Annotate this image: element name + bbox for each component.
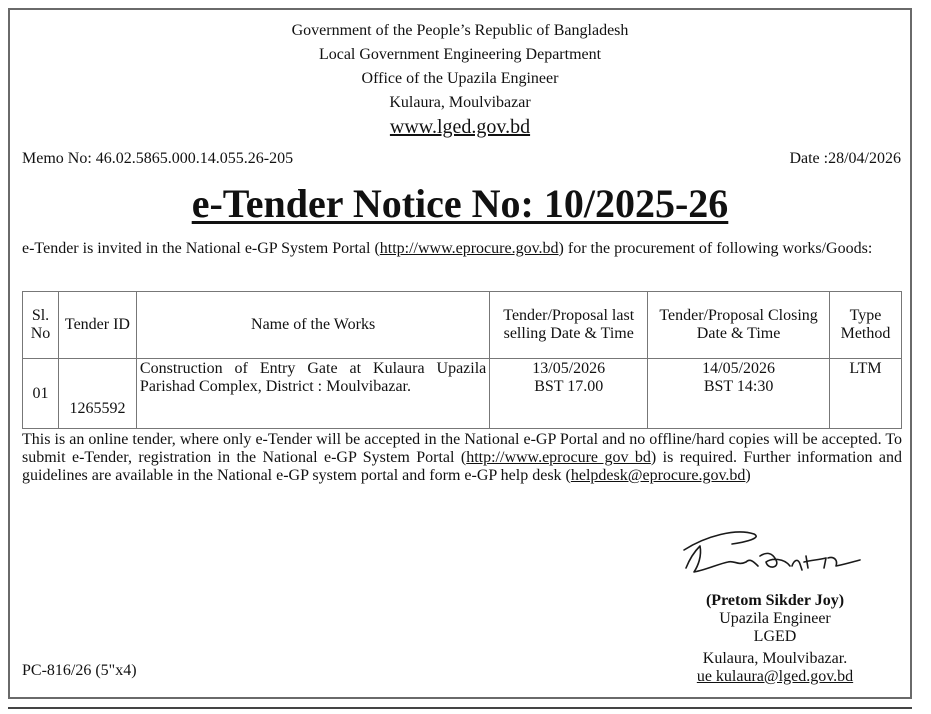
works-table (22, 291, 902, 429)
bottom-rule (8, 707, 912, 709)
notice-title: e-Tender Notice No: 10/2025-26 (191, 181, 729, 226)
helpdesk-email-link[interactable]: helpdesk@eprocure.gov.bd (570, 467, 746, 484)
signatory-designation: Upazila Engineer (719, 610, 831, 627)
notice-title-row (10, 180, 910, 228)
signatory-location: Kulaura, Moulvibazar. (702, 650, 848, 667)
cell-closing-date: 14/05/2026 (702, 360, 776, 377)
intro-eprocure-link[interactable]: http://www.eprocure.gov.bd (379, 240, 559, 257)
table-row (23, 359, 902, 429)
cell-selling-date: 13/05/2026 (532, 360, 606, 377)
header-name-of-works: Name of the Works (136, 292, 489, 359)
cell-selling (490, 359, 648, 429)
instructions-part3: ) (745, 467, 751, 484)
cell-sl: 01 (23, 359, 59, 429)
signatory-email-row (630, 668, 920, 686)
cell-closing (648, 359, 830, 429)
signatory-email-link[interactable]: ue kulaura@lged.gov.bd (696, 668, 854, 685)
memo-number: Memo No: 46.02.5865.000.14.055.26-205 (22, 150, 294, 167)
handwritten-signature (676, 522, 866, 586)
cell-type-method: LTM (829, 359, 901, 429)
header-closing-date: Tender/Proposal Closing Date & Time (648, 292, 830, 359)
cell-closing-time: BST 14:30 (703, 378, 774, 395)
intro-text-before: e-Tender is invited in the National e-GP System Portal ( (22, 240, 380, 257)
header-office: Office of the Upazila Engineer (361, 70, 559, 87)
header-website-link[interactable]: www.lged.gov.bd (389, 116, 531, 138)
intro-paragraph (22, 240, 898, 258)
instructions-part2: ) is required. Further information and guidelines are available in the National e-GP system portal and form e-GP help desk ( (22, 449, 903, 484)
instructions-paragraph (22, 431, 902, 485)
instructions-part1: This is an online tender, where only e-Tender will be accepted in the National e-GP Portal and no offline/hard copies will be accepted. To submit e-Tender, registration in the National e-GP System Portal ( (22, 431, 902, 466)
intro-text-after: ) for the procurement of following works/Goods: (558, 240, 873, 257)
header-department: Local Government Engineering Department (318, 46, 602, 63)
header-website-row (10, 115, 910, 141)
instructions-eprocure-link[interactable]: http://www.eprocure gov bd (466, 449, 651, 466)
notice-date: Date :28/04/2026 (789, 150, 901, 167)
header-sl: Sl. No (23, 292, 59, 359)
signatory-name: (Pretom Sikder Joy) (705, 592, 845, 609)
table-header-row (23, 292, 902, 359)
header-tender-id: Tender ID (58, 292, 136, 359)
header-location: Kulaura, Moulvibazar (389, 94, 531, 111)
cell-tender-id: 1265592 (58, 359, 136, 429)
cell-name-of-works: Construction of Entry Gate at Kulaura Upazila Parishad Complex, District : Moulvibazar. (136, 359, 489, 429)
signatory-org: LGED (753, 628, 797, 645)
pc-number: PC-816/26 (5"x4) (22, 662, 137, 679)
header-type-method: Type Method (829, 292, 901, 359)
header-selling-date: Tender/Proposal last selling Date & Time (490, 292, 648, 359)
header-government: Government of the People’s Republic of Bangladesh (291, 22, 629, 39)
cell-selling-time: BST 17.00 (534, 378, 604, 395)
